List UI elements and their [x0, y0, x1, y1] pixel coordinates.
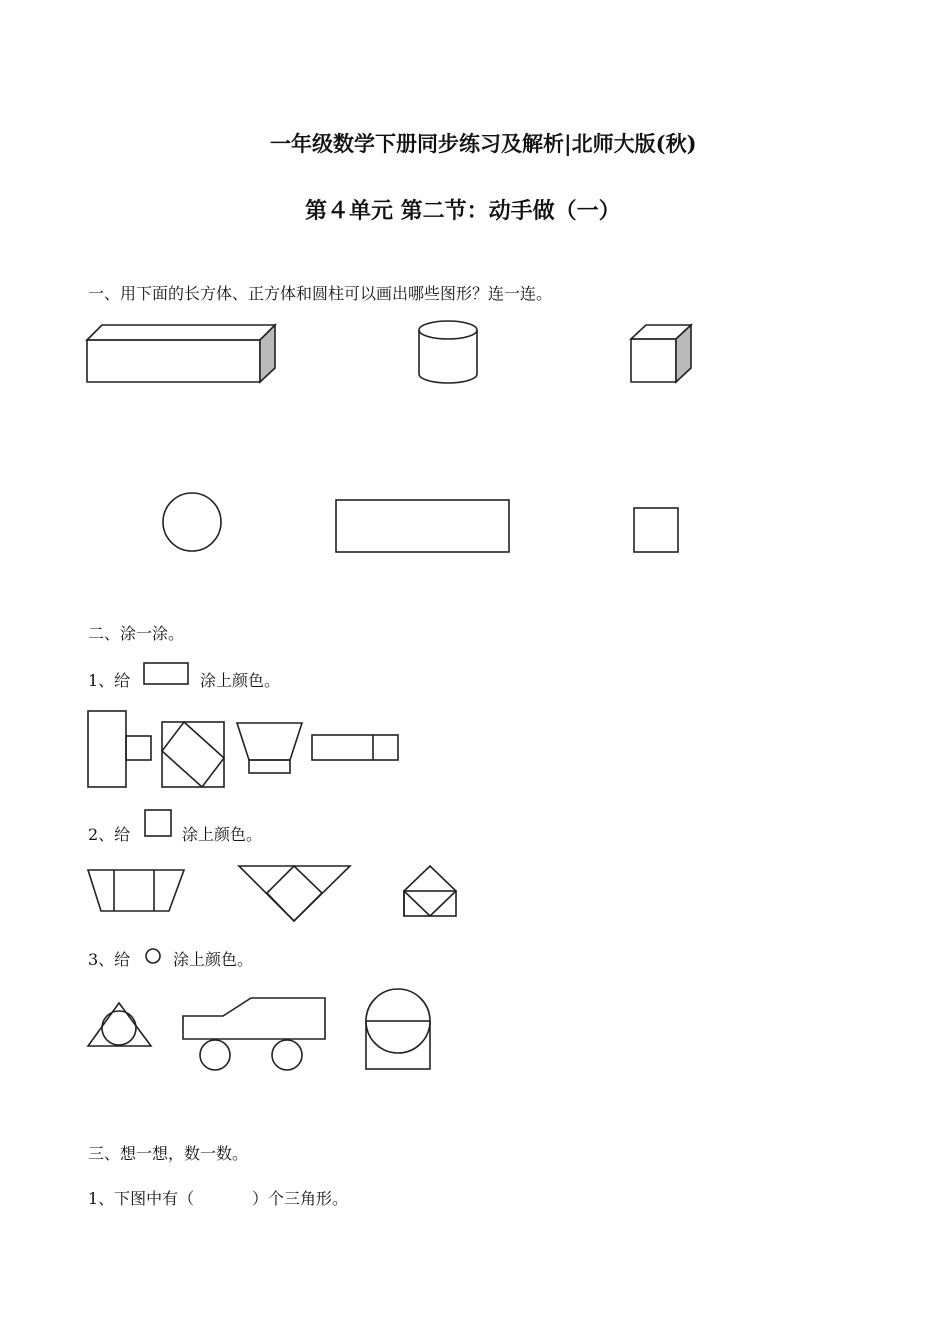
page-title: 一年级数学下册同步练习及解析|北师大版(秋) [270, 131, 697, 156]
section3-heading: 三、想一想，数一数。 [88, 1144, 249, 1163]
item3-suffix: 涂上颜色。 [173, 950, 254, 969]
circle-figure [162, 492, 224, 554]
item2-shapes-figure [86, 864, 462, 924]
section3-q1-before: 1、下图中有（ [88, 1189, 195, 1208]
item2-suffix: 涂上颜色。 [182, 825, 263, 844]
cylinder-figure [418, 320, 480, 386]
item1-shapes-figure [86, 708, 402, 792]
square-figure [633, 507, 681, 555]
item1-prefix: 1、给 [88, 671, 131, 690]
cuboid-figure [86, 324, 276, 386]
rectangle-figure [335, 499, 511, 555]
cube-figure [630, 324, 694, 386]
page-subtitle: 第４单元 第二节：动手做（一） [305, 198, 621, 224]
item2-square-icon [144, 809, 174, 839]
item1-suffix: 涂上颜色。 [200, 671, 281, 690]
item1-rectangle-icon [143, 662, 191, 688]
section3-q1-after: ）个三角形。 [252, 1189, 349, 1208]
section1-heading: 一、用下面的长方体、正方体和圆柱可以画出哪些图形？连一连。 [88, 284, 553, 303]
item3-circle-icon [144, 947, 164, 967]
item3-shapes-figure [86, 986, 436, 1076]
item2-prefix: 2、给 [88, 825, 131, 844]
item3-prefix: 3、给 [88, 950, 131, 969]
section2-heading: 二、涂一涂。 [88, 624, 185, 643]
